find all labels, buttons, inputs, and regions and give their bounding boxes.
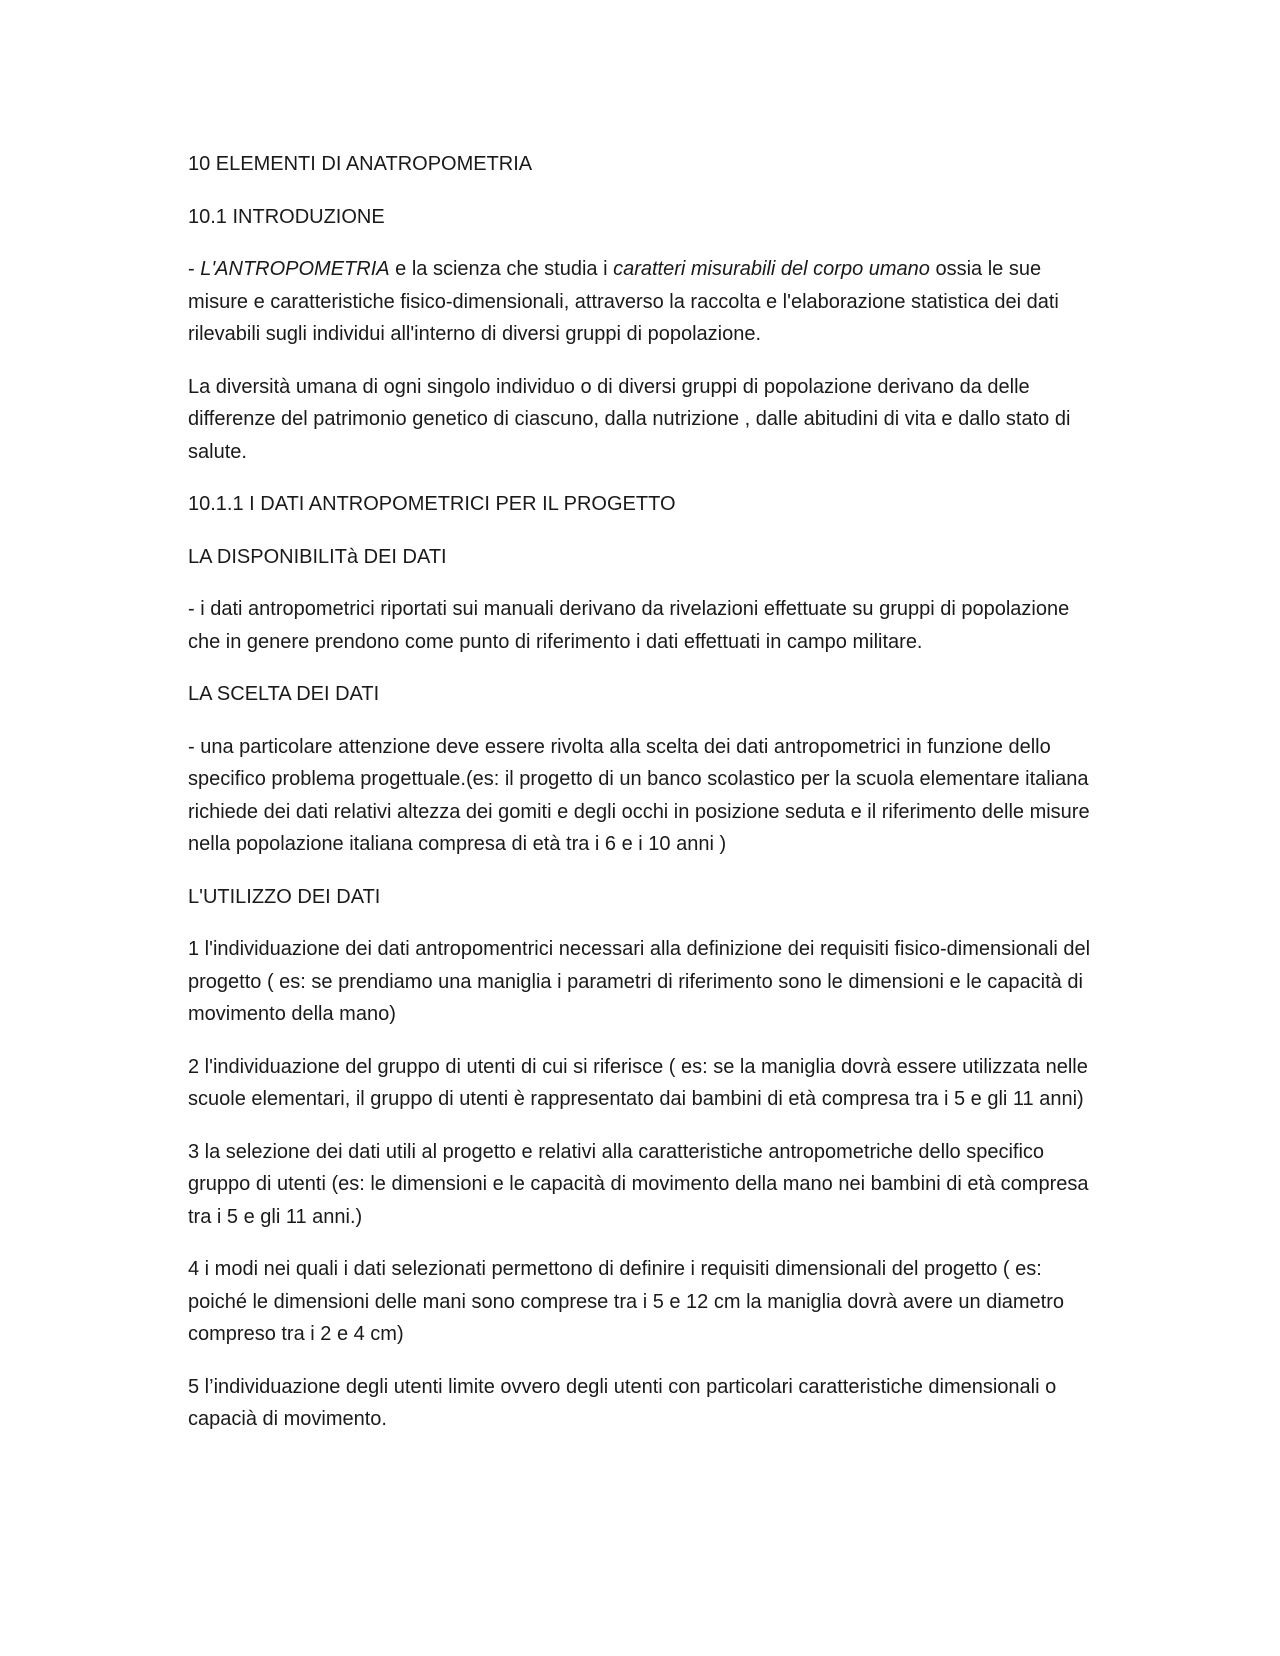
emphasis-caratteri: caratteri misurabili del corpo umano bbox=[613, 258, 930, 280]
intro-p1-pre: - bbox=[188, 258, 201, 280]
list-item: 4 i modi nei quali i dati selezionati permettono di definire i requisiti dimensionali del progetto ( es: poiché le dimensioni delle mani sono comprese tra i 5 e 12 cm la maniglia dovrà avere un diametro compreso tra i 2 e 4 cm) bbox=[188, 1258, 1065, 1345]
paragraph-disponibilita: - i dati antropometrici riportati sui manuali derivano da rivelazioni effettuate su gruppi di popolazione che in genere prendono come punto di riferimento i dati effettuati in campo militare. bbox=[188, 598, 1070, 653]
heading-utilizzo: L'UTILIZZO DEI DATI bbox=[188, 885, 381, 908]
section-heading-introduzione: 10.1 INTRODUZIONE bbox=[188, 205, 385, 228]
term-antropometria: L'ANTROPOMETRIA bbox=[200, 258, 390, 280]
subsection-heading: 10.1.1 I DATI ANTROPOMETRICI PER IL PROGETTO bbox=[188, 493, 676, 515]
intro-p1-post: ossia le sue misure e caratteristiche fisico-dimensionali, attraverso la raccolta e l'elaborazione statistica dei dati rilevabili sugli individui all'interno di diversi gruppi di popolazione. bbox=[188, 258, 1059, 345]
document-page bbox=[188, 148, 1093, 1456]
intro-paragraph-1 bbox=[188, 253, 1093, 351]
list-item: 2 l'individuazione del gruppo di utenti di cui si riferisce ( es: se la maniglia dovrà essere utilizzata nelle scuole elementari, il gruppo di utenti è rappresentato dai bambini di età compresa tra i 5 e gli 11 anni) bbox=[188, 1055, 1088, 1110]
list-item: 3 la selezione dei dati utili al progetto e relativi alla caratteristiche antropometriche dello specifico gruppo di utenti (es: le dimensioni e le capacità di movimento della mano nei bambini di età compresa tra i 5 e gli 11 anni.) bbox=[188, 1140, 1089, 1228]
heading-disponibilita: LA DISPONIBILITà DEI DATI bbox=[188, 545, 447, 568]
list-item: 5 l’individuazione degli utenti limite ovvero degli utenti con particolari caratteristiche dimensionali o capacià di movimento. bbox=[188, 1375, 1057, 1430]
list-item: 1 l'individuazione dei dati antropomentrici necessari alla definizione dei requisiti fisico-dimensionali del progetto ( es: se prendiamo una maniglia i parametri di riferimento sono le dimensioni e le capacità di movimento della mano) bbox=[188, 938, 1091, 1025]
heading-scelta: LA SCELTA DEI DATI bbox=[188, 683, 380, 705]
paragraph-scelta: - una particolare attenzione deve essere rivolta alla scelta dei dati antropometrici in funzione dello specifico problema progettuale.(es: il progetto di un banco scolastico per la scuola elementare italiana richiede dei dati relativi altezza dei gomiti e degli occhi in posizione seduta e il riferimento delle misure nella popolazione italiana compresa di età tra i 6 e i 10 anni ) bbox=[188, 735, 1090, 855]
intro-paragraph-2: La diversità umana di ogni singolo individuo o di diversi gruppi di popolazione derivano da delle differenze del patrimonio genetico di ciascuno, dalla nutrizione , dalle abitudini di vita e dallo stato di salute. bbox=[188, 375, 1071, 463]
document-title: 10 ELEMENTI DI ANATROPOMETRIA bbox=[188, 153, 533, 175]
intro-p1-mid: e la scienza che studia i bbox=[389, 258, 614, 280]
